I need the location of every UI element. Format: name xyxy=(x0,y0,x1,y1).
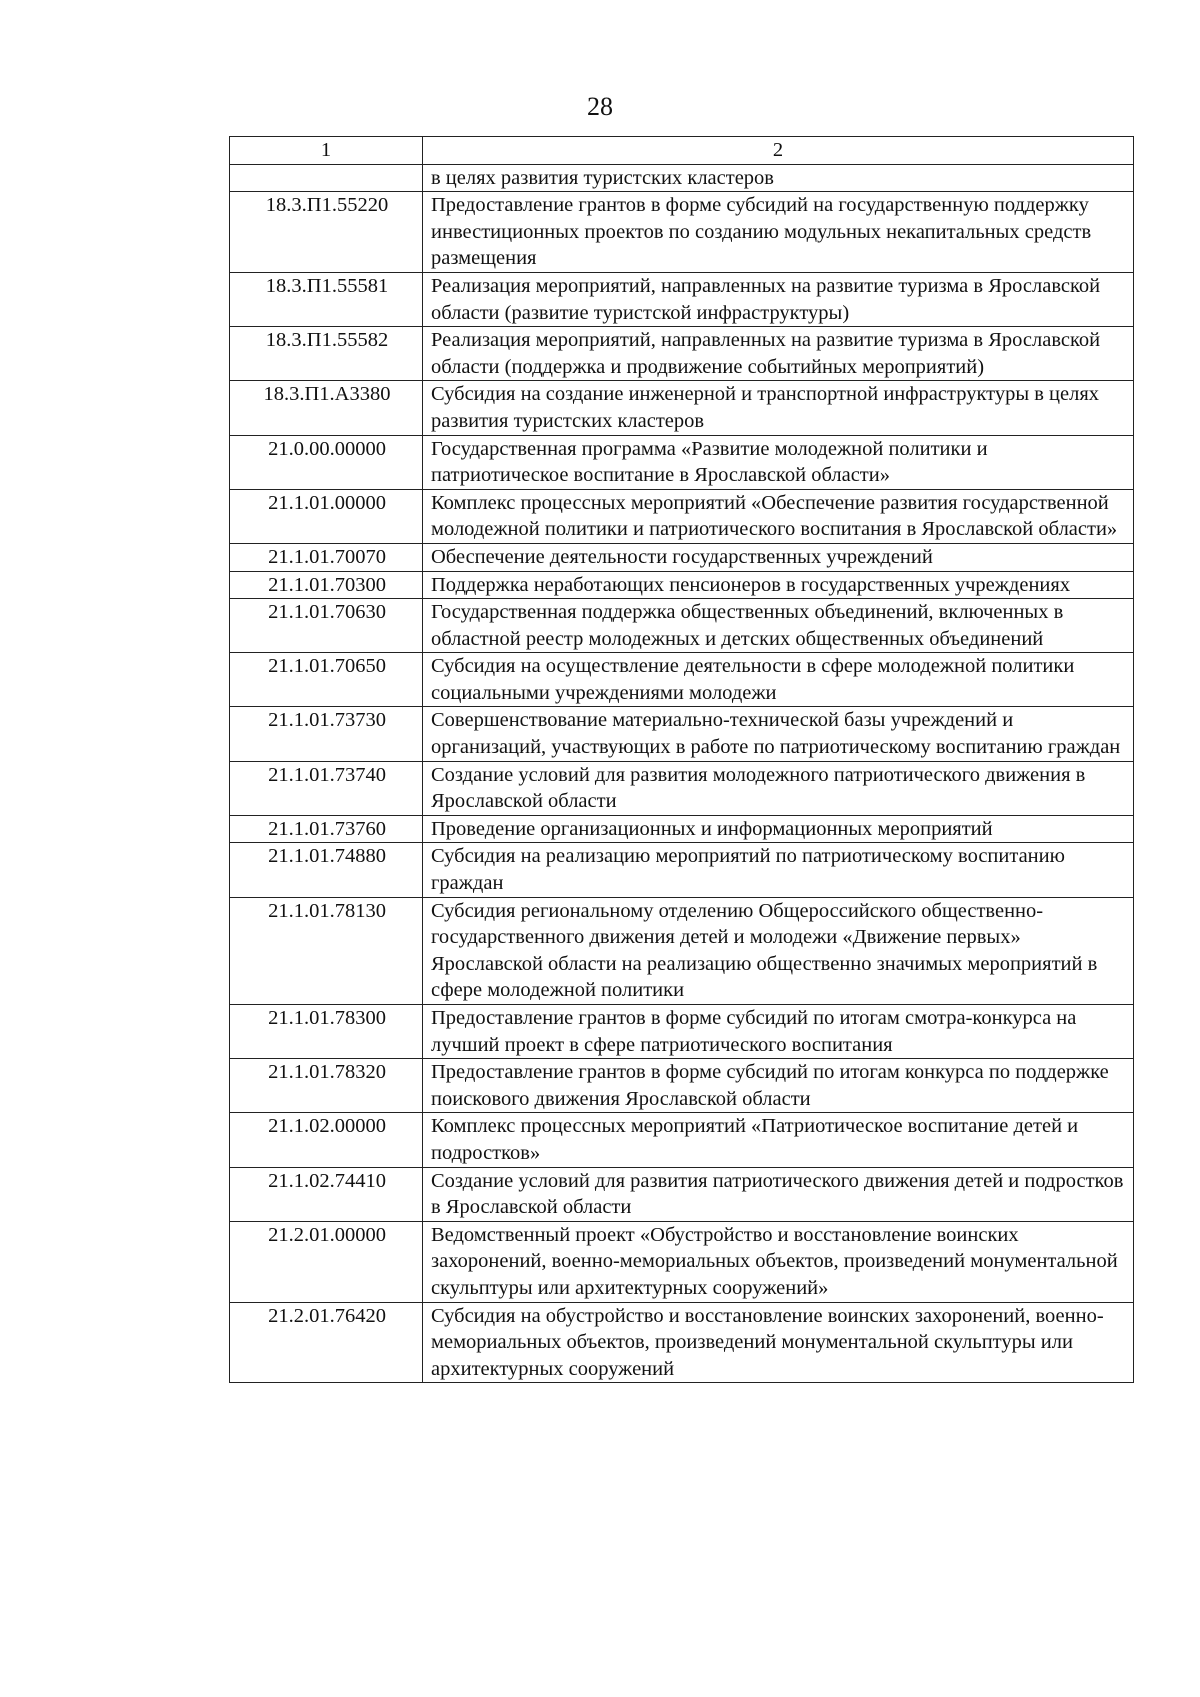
row-description: Государственная поддержка общественных объединений, включенных в областной реестр молодежных и детских общественных объединений xyxy=(423,599,1134,653)
row-code: 21.0.00.00000 xyxy=(230,435,423,489)
row-code: 21.1.02.00000 xyxy=(230,1113,423,1167)
table-row xyxy=(230,1302,1134,1383)
row-code: 18.3.П1.55581 xyxy=(230,272,423,326)
table-row xyxy=(230,707,1134,761)
table-row xyxy=(230,571,1134,599)
row-code: 21.1.02.74410 xyxy=(230,1167,423,1221)
row-description: Комплекс процессных мероприятий «Патриотическое воспитание детей и подростков» xyxy=(423,1113,1134,1167)
table-row xyxy=(230,1005,1134,1059)
row-description: Предоставление грантов в форме субсидий по итогам смотра-конкурса на лучший проект в сфере патриотического воспитания xyxy=(423,1005,1134,1059)
column-header-code: 1 xyxy=(230,137,423,165)
table-row xyxy=(230,897,1134,1004)
row-description: Субсидия на создание инженерной и транспортной инфраструктуры в целях развития туристских кластеров xyxy=(423,381,1134,435)
row-description: Государственная программа «Развитие молодежной политики и патриотическое воспитание в Ярославской области» xyxy=(423,435,1134,489)
row-code: 21.1.01.73740 xyxy=(230,761,423,815)
table-row xyxy=(230,489,1134,543)
row-code: 21.2.01.00000 xyxy=(230,1221,423,1302)
table-row xyxy=(230,599,1134,653)
table-row xyxy=(230,653,1134,707)
row-code xyxy=(230,164,423,192)
table-row xyxy=(230,327,1134,381)
row-description: Совершенствование материально-технической базы учреждений и организаций, участвующих в работе по патриотическому воспитанию граждан xyxy=(423,707,1134,761)
row-description: Комплекс процессных мероприятий «Обеспечение развития государственной молодежной политики и патриотического воспитания в Ярославской области» xyxy=(423,489,1134,543)
row-description: Создание условий для развития патриотического движения детей и подростков в Ярославской области xyxy=(423,1167,1134,1221)
table-header-row xyxy=(230,137,1134,165)
column-header-description: 2 xyxy=(423,137,1134,165)
row-code: 21.2.01.76420 xyxy=(230,1302,423,1383)
table-row xyxy=(230,192,1134,273)
row-description: Проведение организационных и информационных мероприятий xyxy=(423,815,1134,843)
row-description: в целях развития туристских кластеров xyxy=(423,164,1134,192)
row-description: Создание условий для развития молодежного патриотического движения в Ярославской области xyxy=(423,761,1134,815)
row-description: Поддержка неработающих пенсионеров в государственных учреждениях xyxy=(423,571,1134,599)
table-row xyxy=(230,1059,1134,1113)
row-code: 18.3.П1.А3380 xyxy=(230,381,423,435)
table-row xyxy=(230,272,1134,326)
table-row xyxy=(230,1167,1134,1221)
row-code: 21.1.01.78300 xyxy=(230,1005,423,1059)
table-row xyxy=(230,815,1134,843)
row-description: Реализация мероприятий, направленных на развитие туризма в Ярославской области (поддержка и продвижение событийных мероприятий) xyxy=(423,327,1134,381)
row-code: 21.1.01.70300 xyxy=(230,571,423,599)
row-description: Субсидия на осуществление деятельности в сфере молодежной политики социальными учреждениями молодежи xyxy=(423,653,1134,707)
row-description: Предоставление грантов в форме субсидий по итогам конкурса по поддержке поискового движения Ярославской области xyxy=(423,1059,1134,1113)
table-row xyxy=(230,761,1134,815)
table-row xyxy=(230,164,1134,192)
row-code: 18.3.П1.55220 xyxy=(230,192,423,273)
row-description: Субсидия региональному отделению Общероссийского общественно-государственного движения детей и молодежи «Движение первых» Ярославской области на реализацию общественно значимых мероприятий в сфере молодежной политики xyxy=(423,897,1134,1004)
row-code: 21.1.01.74880 xyxy=(230,843,423,897)
table-row xyxy=(230,543,1134,571)
row-description: Реализация мероприятий, направленных на развитие туризма в Ярославской области (развитие туристской инфраструктуры) xyxy=(423,272,1134,326)
budget-classification-table xyxy=(229,136,1134,1383)
row-description: Обеспечение деятельности государственных учреждений xyxy=(423,543,1134,571)
row-code: 21.1.01.70630 xyxy=(230,599,423,653)
table-row xyxy=(230,1113,1134,1167)
page-number: 28 xyxy=(587,92,613,121)
table-row xyxy=(230,381,1134,435)
table-row xyxy=(230,435,1134,489)
row-description: Субсидия на реализацию мероприятий по патриотическому воспитанию граждан xyxy=(423,843,1134,897)
row-code: 21.1.01.73730 xyxy=(230,707,423,761)
row-code: 21.1.01.78320 xyxy=(230,1059,423,1113)
row-code: 21.1.01.73760 xyxy=(230,815,423,843)
row-description: Ведомственный проект «Обустройство и восстановление воинских захоронений, военно-мемориальных объектов, произведений монументальной скульптуры или архитектурных сооружений» xyxy=(423,1221,1134,1302)
row-code: 21.1.01.70070 xyxy=(230,543,423,571)
table-body xyxy=(230,164,1134,1383)
row-code: 18.3.П1.55582 xyxy=(230,327,423,381)
row-code: 21.1.01.70650 xyxy=(230,653,423,707)
row-code: 21.1.01.78130 xyxy=(230,897,423,1004)
row-description: Предоставление грантов в форме субсидий на государственную поддержку инвестиционных проектов по созданию модульных некапитальных средств размещения xyxy=(423,192,1134,273)
row-description: Субсидия на обустройство и восстановление воинских захоронений, военно-мемориальных объектов, произведений монументальной скульптуры или архитектурных сооружений xyxy=(423,1302,1134,1383)
table-row xyxy=(230,1221,1134,1302)
table-row xyxy=(230,843,1134,897)
row-code: 21.1.01.00000 xyxy=(230,489,423,543)
